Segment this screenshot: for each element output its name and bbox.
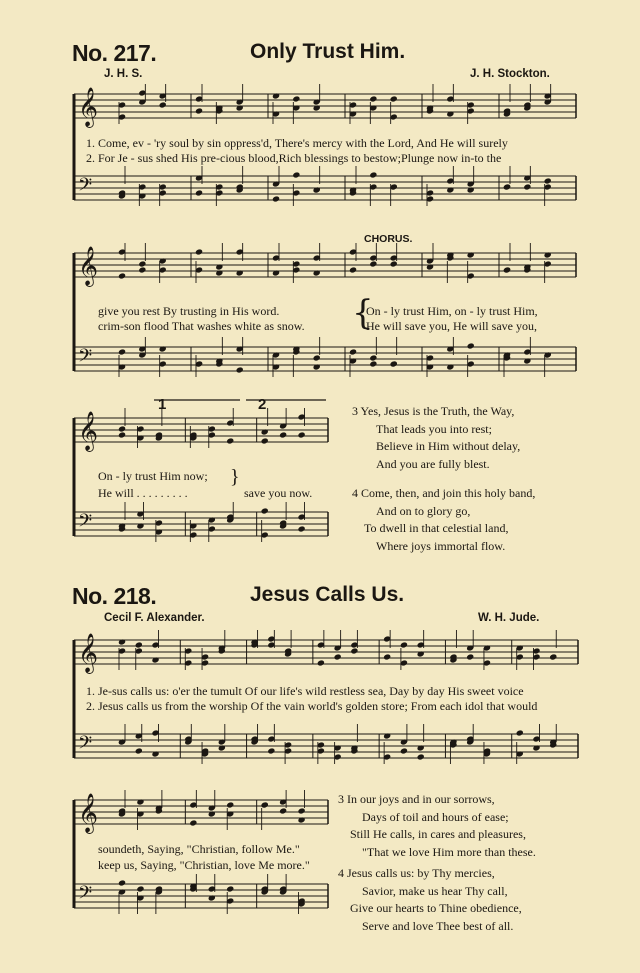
bass-clef-icon: 𝄢 [78,883,93,908]
note-head [369,260,377,267]
note-head [118,638,126,645]
chorus-label: CHORUS. [364,233,413,245]
note-head [369,171,377,178]
note-head [136,885,144,892]
lyric-line-verse1: soundeth, Saying, "Christian, follow Me." [98,842,300,856]
verse-line: That leads you into rest; [376,421,492,436]
note-head [544,251,552,258]
hymn-number: No. 218. [72,583,157,609]
verse-line: And on to glory go, [376,503,471,518]
note-head [523,183,531,190]
author-credit: J. H. S. [104,68,143,80]
note-head [369,95,377,102]
note-head [313,186,321,193]
note-head [261,437,269,444]
author-credit: Cecil F. Alexander. [104,612,205,624]
note-head [298,525,306,532]
verse-line: 4 Come, then, and join this holy band, [352,486,536,500]
extra-verses-218 [338,791,536,935]
lyric-chorus-line2: He will save you, He will save you, [366,319,537,333]
lyric-line-verse1: give you rest By trusting in His word. [98,304,280,318]
note-head [446,186,454,193]
bass-clef-icon: 𝄢 [78,346,93,371]
note-head [426,263,434,270]
note-head [417,753,425,760]
note-head [226,885,234,892]
note-head [279,431,287,438]
note-head [313,354,321,361]
note-head [261,428,269,435]
note-head [236,269,244,276]
note-head [544,177,552,184]
verse-line: 3 Yes, Jesus is the Truth, the Way, [352,404,515,418]
lyric-line-verse2: crim-son flood That washes white as snow. [98,319,305,333]
note-head [503,183,511,190]
note-head [272,195,280,202]
note-head [390,95,398,102]
lyric-line-verse2: 2. Jesus calls us from the worship Of the vain world's golden store; From each idol that would [86,699,538,713]
note-head [350,647,358,654]
lyric-chorus-line1: On - ly trust Him, on - ly trust Him, [366,304,538,318]
volta-1: 1 [158,396,167,413]
verse-line: Believe in Him without delay, [376,439,521,453]
lyric-line-verse1: 1. Je-sus calls us: o'er the tumult Of our life's wild restless sea, Day by day His sweet voice [86,684,524,698]
note-head [279,807,287,814]
note-head [313,363,321,370]
treble-clef-icon: 𝄞 [78,87,99,127]
note-head [313,269,321,276]
treble-clef-icon: 𝄞 [78,411,99,451]
lyric-line-verse1: On - ly trust Him now; [98,469,208,483]
note-head [151,750,159,757]
note-head [467,186,475,193]
treble-clef-icon: 𝄞 [78,633,99,673]
verse-line: Give our hearts to Thine obedience, [350,901,522,915]
note-head [208,894,216,901]
note-head [446,363,454,370]
lyric-ending: save you now. [244,486,313,500]
note-head [195,189,203,196]
note-head [159,345,167,352]
note-head [195,107,203,114]
note-head [313,104,321,111]
note-head [118,431,126,438]
hymn-title: Jesus Calls Us. [250,583,405,606]
note-head [261,507,269,514]
volta-2: 2 [258,396,267,413]
composer-credit: J. H. Stockton. [470,68,550,80]
note-head [549,653,557,660]
note-head [236,366,244,373]
note-head [467,342,475,349]
note-head [467,251,475,258]
note-head [218,744,226,751]
lyric-line-verse1: 1. Come, ev - 'ry soul by sin oppress'd, There's mercy with the Lord, And He will surely [86,136,508,150]
note-head [446,110,454,117]
verse-line: And you are fully blest. [376,456,490,471]
note-head [516,729,524,736]
note-head [215,263,223,270]
note-head [349,266,357,273]
note-head [118,425,126,432]
verse-line: Where joys immortal flow. [376,538,506,553]
note-head [298,431,306,438]
note-head [390,260,398,267]
note-head [118,348,126,355]
note-head [272,269,280,276]
verse-line: 4 Jesus calls us: by Thy mercies, [338,866,495,880]
note-head [138,260,146,267]
note-head [215,269,223,276]
note-head [261,801,269,808]
bass-clef-icon: 𝄢 [78,511,93,536]
note-head [118,879,126,886]
extra-verses-217 [352,403,535,555]
note-head [195,248,203,255]
note-head [298,816,306,823]
note-head [349,348,357,355]
composer-credit: W. H. Jude. [478,612,540,624]
lyric-line-verse2: keep us, Saying, "Christian, love Me more." [98,858,310,872]
note-head [151,656,159,663]
note-head [138,266,146,273]
lyric-line-verse2: 2. For Je - sus shed His pre-cious blood,Rich blessings to bestow;Plunge now in-to the [86,151,502,165]
note-head [383,732,391,739]
verse-line: 3 In our joys and in our sorrows, [338,792,495,806]
note-head [292,95,300,102]
treble-clef-icon: 𝄞 [78,793,99,833]
note-head [135,747,143,754]
note-head [400,747,408,754]
note-head [136,522,144,529]
hymn-number: No. 217. [72,40,157,66]
note-head [226,437,234,444]
note-head [400,641,408,648]
hymn-title: Only Trust Him. [250,40,406,63]
note-head [503,266,511,273]
note-head [189,819,197,826]
note-head [226,801,234,808]
verse-line: "That we love Him more than these. [362,844,536,859]
note-head [383,653,391,660]
note-head [417,744,425,751]
verse-line: To dwell in that celestial land, [364,521,509,535]
bass-clef-icon: 𝄢 [78,175,93,200]
note-head [118,272,126,279]
lyric-brace: { [352,293,374,333]
note-head [317,659,325,666]
note-head [236,104,244,111]
note-head [466,653,474,660]
note-head [159,101,167,108]
note-head [292,171,300,178]
note-head [523,357,531,364]
bass-clef-icon: 𝄢 [78,733,93,758]
note-head [369,354,377,361]
verse-line: Serve and love Thee best of all. [362,918,514,933]
verse-line: Days of toil and hours of ease; [362,809,509,824]
note-head [136,798,144,805]
note-head [272,92,280,99]
note-head [208,810,216,817]
note-head [298,807,306,814]
verse-line: Savior, make us hear Thy call, [362,883,508,898]
note-head [267,747,275,754]
verse-line: Still He calls, in cares and pleasures, [350,827,526,841]
note-head [417,650,425,657]
lyric-line-verse2: He will . . . . . . . . . [98,486,188,500]
lyric-brace: } [230,466,240,488]
note-head [532,744,540,751]
note-head [334,653,342,660]
treble-clef-icon: 𝄞 [78,246,99,286]
note-head [369,360,377,367]
note-head [135,641,143,648]
note-head [390,360,398,367]
